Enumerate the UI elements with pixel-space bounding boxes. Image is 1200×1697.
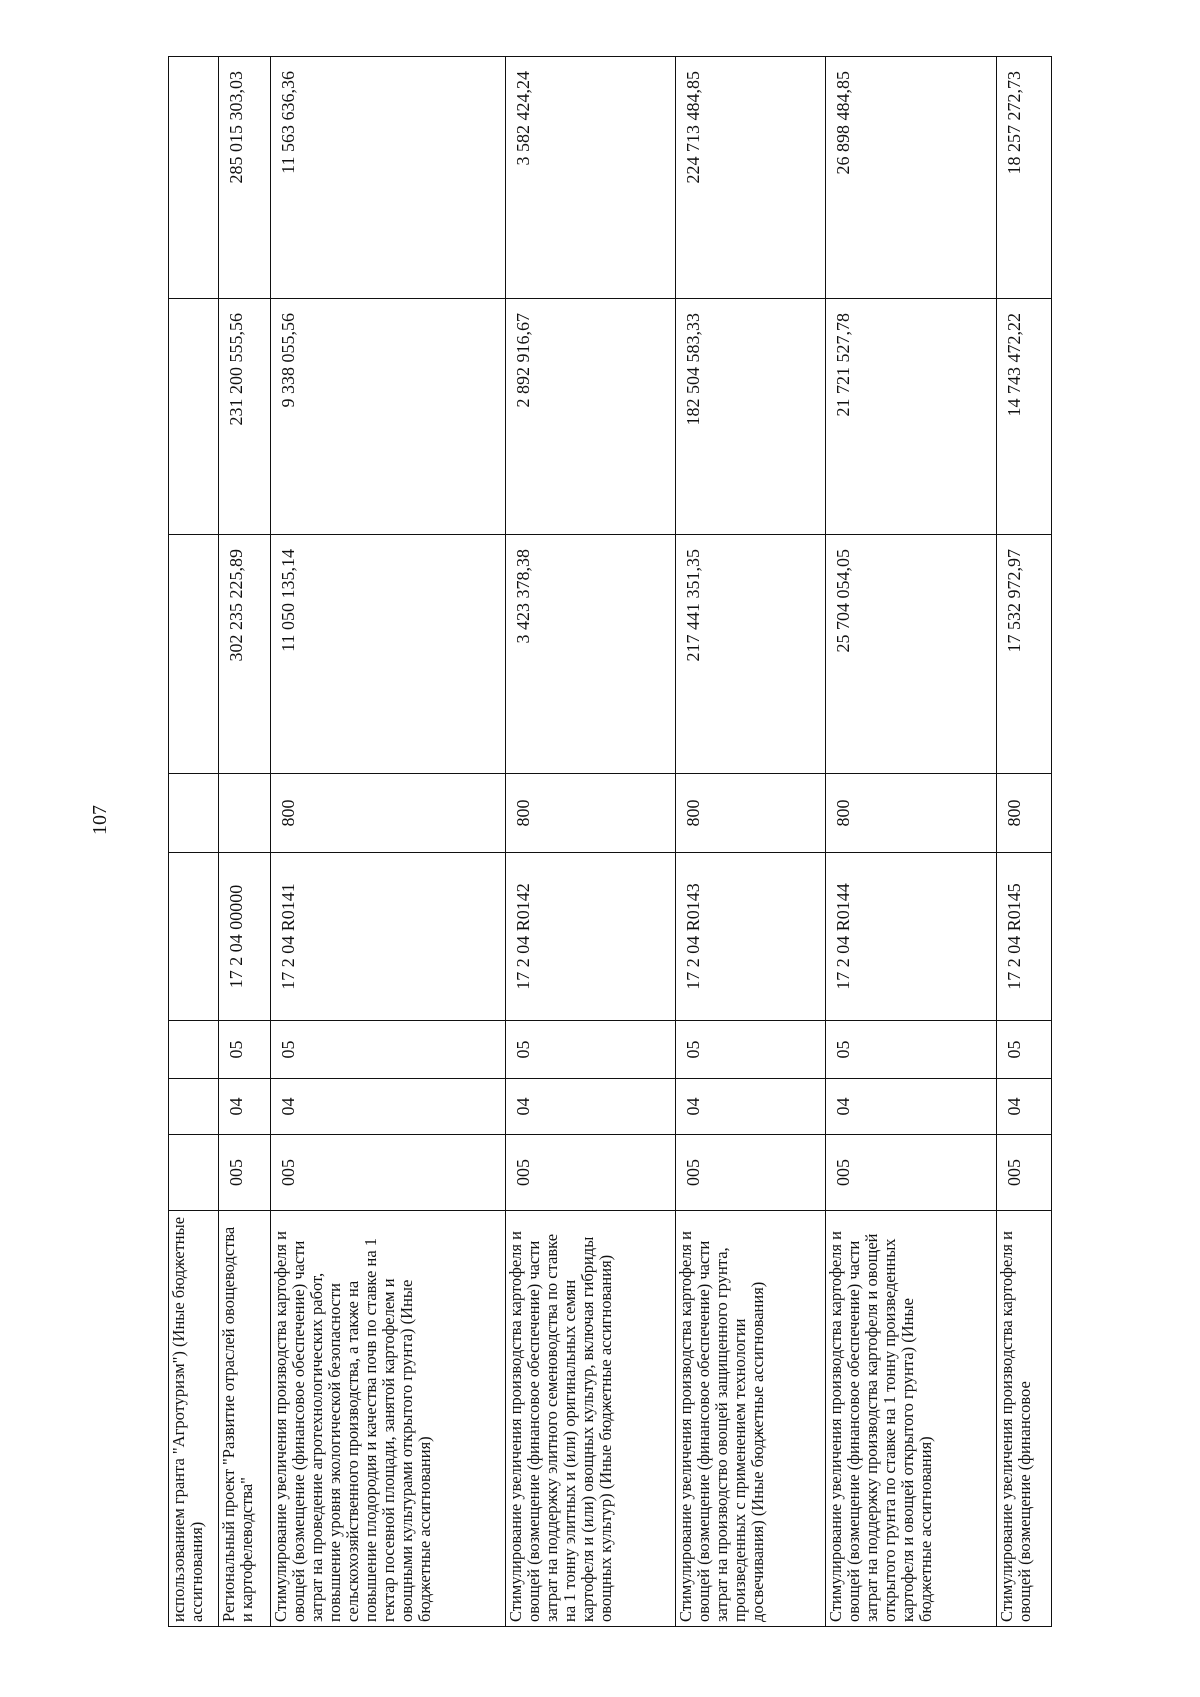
expense-type-code: 800 bbox=[506, 774, 676, 853]
amount-2: 182 504 583,33 bbox=[676, 299, 826, 535]
section-code: 04 bbox=[826, 1079, 997, 1135]
target-article-code bbox=[169, 853, 219, 1021]
amount-3: 18 257 272,73 bbox=[997, 57, 1052, 299]
amount-3: 285 015 303,03 bbox=[219, 57, 271, 299]
row-description: Стимулирование увеличения производства картофеля и овощей (возмещение (финансовое обеспечение) части затрат на проведение агротехнологических работ, повышение уровня экологической безопасности сельскохозяйственного производства, а также на повышение плодородия и качества почв по ставке на 1 гектар посевной площади, занятой картофелем и овощными культурами открытого грунта) (Иные бюджетные ассигнования) bbox=[271, 1211, 506, 1627]
subsection-code: 05 bbox=[997, 1021, 1052, 1079]
target-article-code: 17 2 04 R0145 bbox=[997, 853, 1052, 1021]
amount-1: 25 704 054,05 bbox=[826, 535, 997, 774]
expense-type-code bbox=[169, 774, 219, 853]
amount-2: 14 743 472,22 bbox=[997, 299, 1052, 535]
row-description: Стимулирование увеличения производства картофеля и овощей (возмещение (финансовое обеспечение) части затрат на производство овощей защищенного грунта, произведенных с применением технологии досвечивания) (Иные бюджетные ассигнования) bbox=[676, 1211, 826, 1627]
amount-1: 17 532 972,97 bbox=[997, 535, 1052, 774]
target-article-code: 17 2 04 R0144 bbox=[826, 853, 997, 1021]
expense-type-code: 800 bbox=[826, 774, 997, 853]
amount-3: 11 563 636,36 bbox=[271, 57, 506, 299]
rotated-table-wrapper bbox=[168, 57, 1051, 1627]
ministry-code: 005 bbox=[271, 1135, 506, 1211]
amount-1 bbox=[169, 535, 219, 774]
section-code: 04 bbox=[271, 1079, 506, 1135]
table-row bbox=[997, 57, 1052, 1627]
table-row bbox=[219, 57, 271, 1627]
row-description: использованием гранта "Агротуризм") (Иные бюджетные ассигнования) bbox=[169, 1211, 219, 1627]
expense-type-code: 800 bbox=[271, 774, 506, 853]
amount-2: 231 200 555,56 bbox=[219, 299, 271, 535]
ministry-code: 005 bbox=[506, 1135, 676, 1211]
ministry-code: 005 bbox=[676, 1135, 826, 1211]
target-article-code: 17 2 04 R0143 bbox=[676, 853, 826, 1021]
subsection-code: 05 bbox=[271, 1021, 506, 1079]
subsection-code: 05 bbox=[219, 1021, 271, 1079]
table-row bbox=[271, 57, 506, 1627]
page-number: 107 bbox=[88, 805, 111, 835]
subsection-code: 05 bbox=[826, 1021, 997, 1079]
expense-type-code: 800 bbox=[997, 774, 1052, 853]
subsection-code: 05 bbox=[676, 1021, 826, 1079]
expense-type-code bbox=[219, 774, 271, 853]
target-article-code: 17 2 04 R0141 bbox=[271, 853, 506, 1021]
table-row bbox=[826, 57, 997, 1627]
table-row bbox=[506, 57, 676, 1627]
section-code: 04 bbox=[506, 1079, 676, 1135]
ministry-code: 005 bbox=[219, 1135, 271, 1211]
amount-3 bbox=[169, 57, 219, 299]
subsection-code bbox=[169, 1021, 219, 1079]
amount-2 bbox=[169, 299, 219, 535]
amount-3: 224 713 484,85 bbox=[676, 57, 826, 299]
amount-1: 3 423 378,38 bbox=[506, 535, 676, 774]
budget-table bbox=[168, 56, 1052, 1627]
ministry-code bbox=[169, 1135, 219, 1211]
expense-type-code: 800 bbox=[676, 774, 826, 853]
amount-2: 2 892 916,67 bbox=[506, 299, 676, 535]
row-description: Стимулирование увеличения производства картофеля и овощей (возмещение (финансовое обеспечение) части затрат на поддержку элитного семеноводства по ставке на 1 тонну элитных и (или) оригинальных семян картофеля и (или) овощных культур, включая гибриды овощных культур) (Иные бюджетные ассигнования) bbox=[506, 1211, 676, 1627]
amount-1: 302 235 225,89 bbox=[219, 535, 271, 774]
ministry-code: 005 bbox=[997, 1135, 1052, 1211]
amount-2: 9 338 055,56 bbox=[271, 299, 506, 535]
row-description: Стимулирование увеличения производства картофеля и овощей (возмещение (финансовое обеспечение) части затрат на поддержку производства картофеля и овощей открытого грунта по ставке на 1 тонну произведенных картофеля и овощей открытого грунта) (Иные бюджетные ассигнования) bbox=[826, 1211, 997, 1627]
amount-3: 3 582 424,24 bbox=[506, 57, 676, 299]
table-row bbox=[676, 57, 826, 1627]
section-code: 04 bbox=[997, 1079, 1052, 1135]
amount-3: 26 898 484,85 bbox=[826, 57, 997, 299]
table-row bbox=[169, 57, 219, 1627]
ministry-code: 005 bbox=[826, 1135, 997, 1211]
target-article-code: 17 2 04 00000 bbox=[219, 853, 271, 1021]
amount-1: 217 441 351,35 bbox=[676, 535, 826, 774]
section-code: 04 bbox=[676, 1079, 826, 1135]
row-description: Стимулирование увеличения производства картофеля и овощей (возмещение (финансовое bbox=[997, 1211, 1052, 1627]
amount-2: 21 721 527,78 bbox=[826, 299, 997, 535]
section-code: 04 bbox=[219, 1079, 271, 1135]
section-code bbox=[169, 1079, 219, 1135]
row-description: Региональный проект "Развитие отраслей овощеводства и картофелеводства" bbox=[219, 1211, 271, 1627]
target-article-code: 17 2 04 R0142 bbox=[506, 853, 676, 1021]
subsection-code: 05 bbox=[506, 1021, 676, 1079]
amount-1: 11 050 135,14 bbox=[271, 535, 506, 774]
